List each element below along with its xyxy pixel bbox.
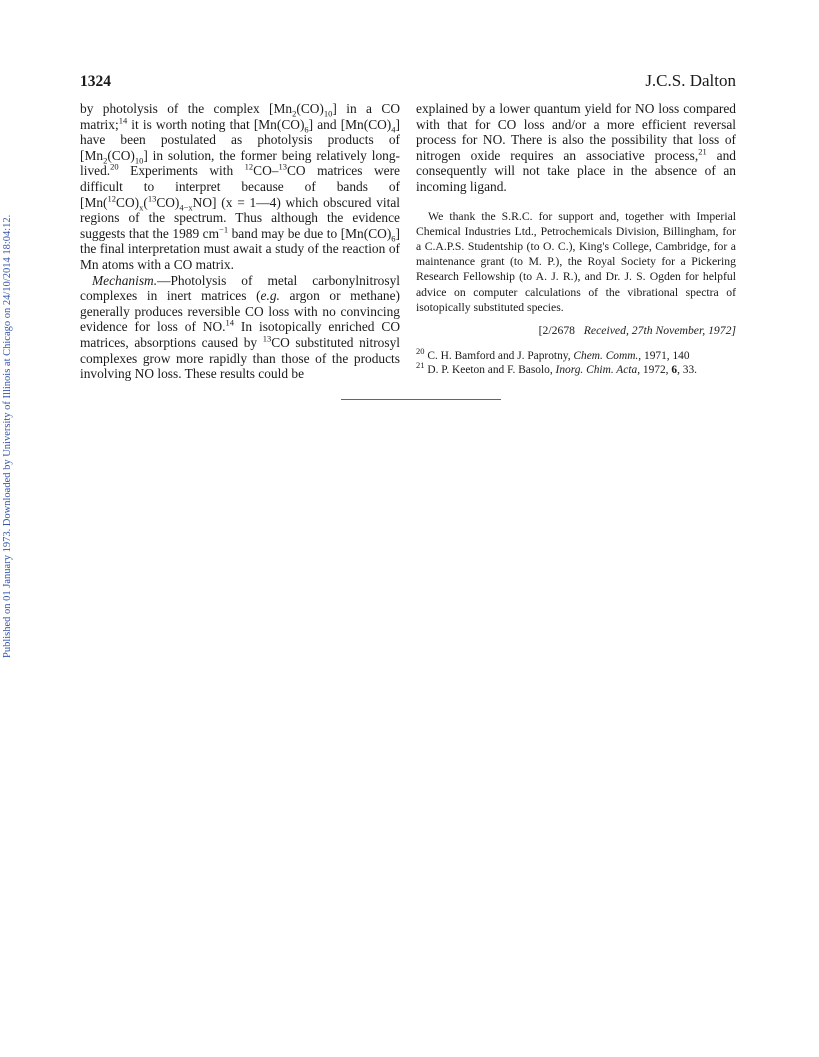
citation-21: 21 — [698, 146, 707, 157]
acknowledgements: We thank the S.R.C. for support and, together with Imperial Chemical Industries Ltd., Petrochemicals Division, Billingham, for a C.A.P.S. Studentship (to O. C.), King's College, Cambridge, for a maintenance grant (to M. P.), the Royal Society for a Pickering Research Fellowship (to A. J. R.), and Dr. J. S. Ogden for helpful advice on computer calculations of the vibrational spectra of isotopically substituted species. — [416, 209, 736, 314]
reference-21: $^{21}$ D. P. Keeton and F. Basolo, Inorg. Chim. Acta, 1972, 6, 33. — [416, 360, 697, 376]
received-date: [2/2678 Received, 27th November, 1972] — [538, 323, 736, 337]
left-column — [80, 101, 400, 382]
paragraph-continued: explained by a lower quantum yield for NO loss compared with that for CO loss and/or a more efficient reversal process for NO. There is also the possibility that loss of nitrogen oxide requires an associative process,$^{21}$ and consequently will not take place in the absence of an incoming ligand. — [416, 101, 736, 194]
citation-14: 14 — [118, 115, 128, 126]
right-column — [416, 101, 736, 377]
page-number: 1324 — [80, 73, 111, 90]
paragraph-photolysis: by photolysis of the complex $[Mn_2(CO)_{10}]$ in a CO matrix;$^{14}$ it is worth noting that $[Mn(CO)_6]$ and $[Mn(CO)_4]$ have been postulated as photolysis products of $[Mn_2(CO)_{10}]$ in solution, the former being relatively long-lived.$^{20}$ Experiments with $^{12}$CO–$^{13}$CO matrices were difficult to interpret because of bands of $[Mn(^{12}CO)_x(^{13}CO)_{4-x}NO] (x$ = 1—4) which obscured vital regions of the spectrum. Thus although the evidence suggests that the 1989 $cm^{-1}$ band may be due to $[Mn(CO)_6]$ the final interpretation must await a study of the reaction of Mn atoms with a CO matrix. — [80, 101, 400, 272]
reference-20: $^{20}$ C. H. Bamford and J. Paprotny, Chem. Comm., 1971, 140 — [416, 345, 690, 362]
citation-14: 14 — [225, 317, 235, 328]
running-head: J.C.S. Dalton — [645, 71, 736, 90]
section-heading-mechanism: Mechanism. — [92, 272, 158, 288]
download-watermark: Published on 01 January 1973. Downloaded by University of Illinois at Chicago on 24/10/2014 18:04:12. — [2, 214, 13, 658]
references — [416, 345, 736, 378]
paragraph-mechanism: Mechanism.—Photolysis of metal carbonylnitrosyl complexes in inert matrices (e.g. argon or methane) generally produces reversible CO loss with no convincing evidence for loss of NO.$^{14}$ In isotopically enriched CO matrices, absorptions caused by $^{13}$CO substituted nitrosyl complexes grow more rapidly than those of the products involving NO loss. These results could be — [80, 272, 400, 382]
citation-20: 20 — [110, 161, 119, 172]
end-of-article-rule — [341, 399, 501, 400]
